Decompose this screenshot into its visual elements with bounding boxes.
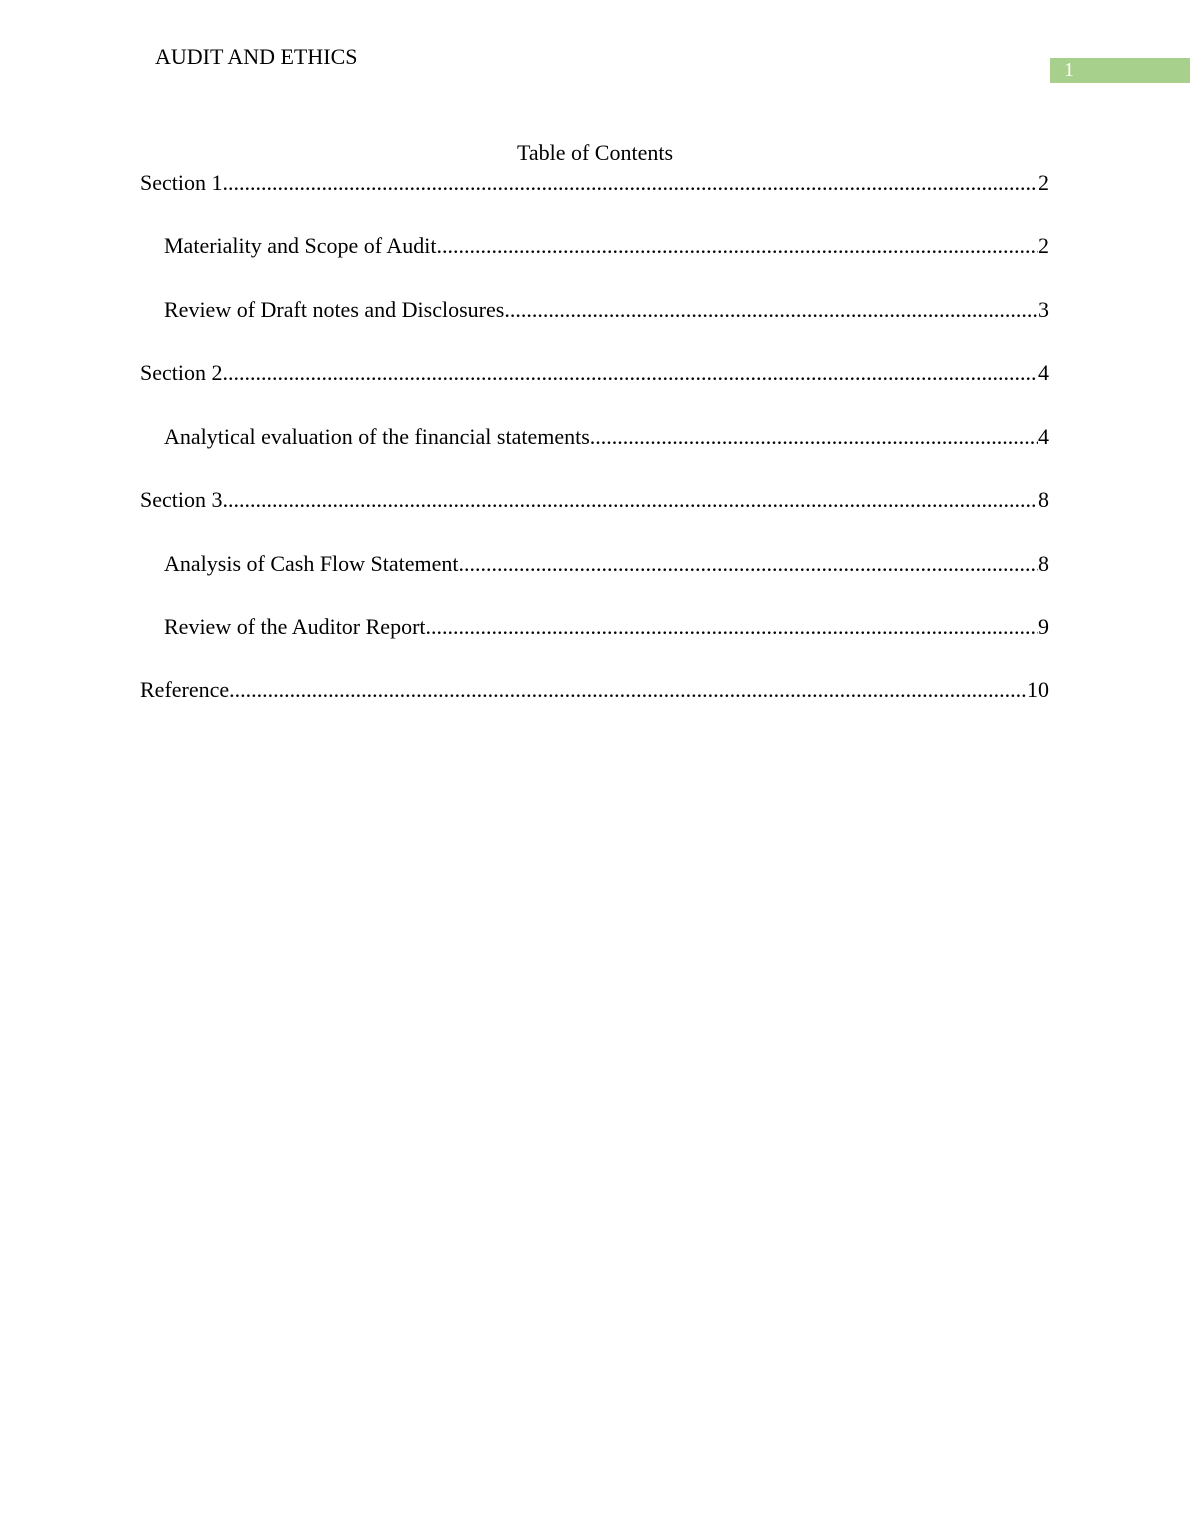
toc-entry-page: 8 bbox=[1038, 551, 1049, 576]
toc-entry-label: Materiality and Scope of Audit bbox=[164, 233, 437, 258]
toc-entry-page: 2 bbox=[1038, 170, 1049, 195]
toc-entry-label: Reference bbox=[140, 677, 230, 702]
toc-dot-leader bbox=[229, 677, 1027, 703]
toc-entry-label: Review of the Auditor Report bbox=[164, 614, 426, 639]
toc-dot-leader bbox=[426, 614, 1038, 640]
toc-dot-leader bbox=[437, 233, 1039, 259]
toc-dot-leader bbox=[223, 487, 1039, 513]
toc-heading: Table of Contents bbox=[516, 140, 674, 165]
toc-dot-leader bbox=[223, 170, 1039, 196]
toc-entry-section-2[interactable] bbox=[140, 360, 1049, 386]
toc-entry-page: 10 bbox=[1027, 677, 1049, 702]
toc-entry-page: 4 bbox=[1038, 424, 1049, 449]
toc-entry-label: Analytical evaluation of the financial statements bbox=[164, 424, 590, 449]
toc-entry-page: 2 bbox=[1038, 233, 1049, 258]
toc-entry-cash-flow[interactable] bbox=[164, 551, 1049, 577]
toc-entry-label: Analysis of Cash Flow Statement bbox=[164, 551, 459, 576]
toc-entry-page: 3 bbox=[1038, 297, 1049, 322]
toc-entry-auditor-report[interactable] bbox=[164, 614, 1049, 640]
toc-entry-label: Review of Draft notes and Disclosures bbox=[164, 297, 505, 322]
toc-entry-label: Section 3 bbox=[140, 487, 223, 512]
toc-dot-leader bbox=[459, 551, 1038, 577]
toc-entry-page: 8 bbox=[1038, 487, 1049, 512]
toc-entry-reference[interactable] bbox=[140, 677, 1049, 703]
toc-entry-draft-notes[interactable] bbox=[164, 297, 1049, 323]
toc-entry-materiality-scope[interactable] bbox=[164, 233, 1049, 259]
running-header-title: AUDIT AND ETHICS bbox=[155, 44, 358, 69]
toc-entry-section-3[interactable] bbox=[140, 487, 1049, 513]
toc-entry-section-1[interactable] bbox=[140, 170, 1049, 196]
toc-entry-label: Section 1 bbox=[140, 170, 223, 195]
toc-dot-leader bbox=[223, 360, 1039, 386]
page-number-badge: 1 bbox=[1050, 58, 1190, 83]
toc-dot-leader bbox=[590, 424, 1038, 450]
toc-dot-leader bbox=[504, 297, 1038, 323]
toc-entry-label: Section 2 bbox=[140, 360, 223, 385]
toc-entry-page: 9 bbox=[1038, 614, 1049, 639]
toc-entry-page: 4 bbox=[1038, 360, 1049, 385]
toc-entry-analytical-evaluation[interactable] bbox=[164, 424, 1049, 450]
